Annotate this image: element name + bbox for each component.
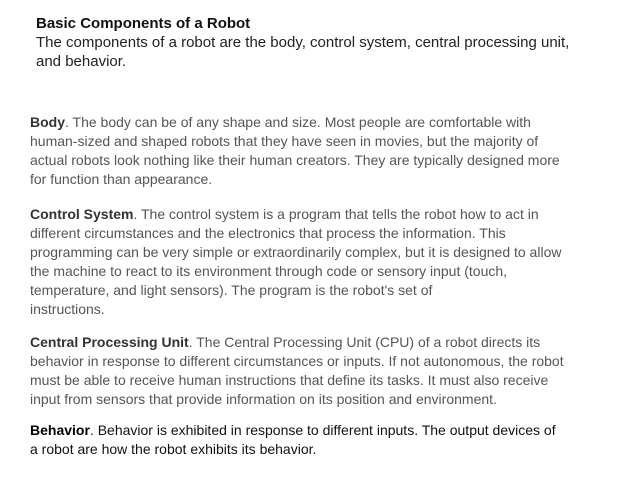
section-term: Control System: [30, 206, 134, 222]
page-title: Basic Components of a Robot: [36, 15, 251, 32]
section-line: [30, 205, 620, 224]
section-line: human-sized and shaped robots that they have seen in movies, but the majority of: [30, 133, 539, 149]
section-line: temperature, and light sensors). The program is the robot's set of: [30, 282, 433, 298]
section-line: actual robots look nothing like their human creators. They are typically designed more: [30, 152, 560, 168]
section-line: the machine to react to its environment through code or sensory input (touch,: [30, 263, 508, 279]
section-term: Body: [30, 114, 65, 130]
section-text: . The Central Processing Unit (CPU) of a robot directs its: [188, 334, 541, 350]
section-line: [30, 113, 620, 132]
section-line: must be able to receive human instructions that define its tasks. It must also receive: [30, 372, 549, 388]
section-line: a robot are how the robot exhibits its behavior.: [30, 441, 317, 457]
section-cpu: [30, 333, 620, 409]
header-subtitle-line: and behavior.: [36, 53, 127, 70]
section-line: [30, 333, 620, 352]
section-term: Behavior: [30, 422, 90, 438]
section-line: for function than appearance.: [30, 171, 213, 187]
header-subtitle-line: The components of a robot are the body, control system, central processing unit,: [36, 34, 570, 51]
section-text: . The control system is a program that tells the robot how to act in: [133, 206, 539, 222]
section-text: . Behavior is exhibited in response to different inputs. The output devices of: [89, 422, 556, 438]
section-line: programming can be very simple or extraordinarily complex, but it is designed to allow: [30, 244, 562, 260]
section-body: [30, 113, 620, 189]
section-line: behavior in response to different circumstances or inputs. If not autonomous, the robot: [30, 353, 564, 369]
section-control-system: [30, 205, 620, 319]
section-line: input from sensors that provide information on its position and environment.: [30, 391, 497, 407]
section-line: instructions.: [30, 301, 105, 317]
section-text: . The body can be of any shape and size. Most people are comfortable with: [65, 114, 531, 130]
section-behavior: [30, 421, 620, 459]
slide-header: [36, 14, 626, 71]
section-line: different circumstances and the electronics that process the information. This: [30, 225, 506, 241]
section-term: Central Processing Unit: [30, 334, 189, 350]
section-line: [30, 421, 620, 440]
